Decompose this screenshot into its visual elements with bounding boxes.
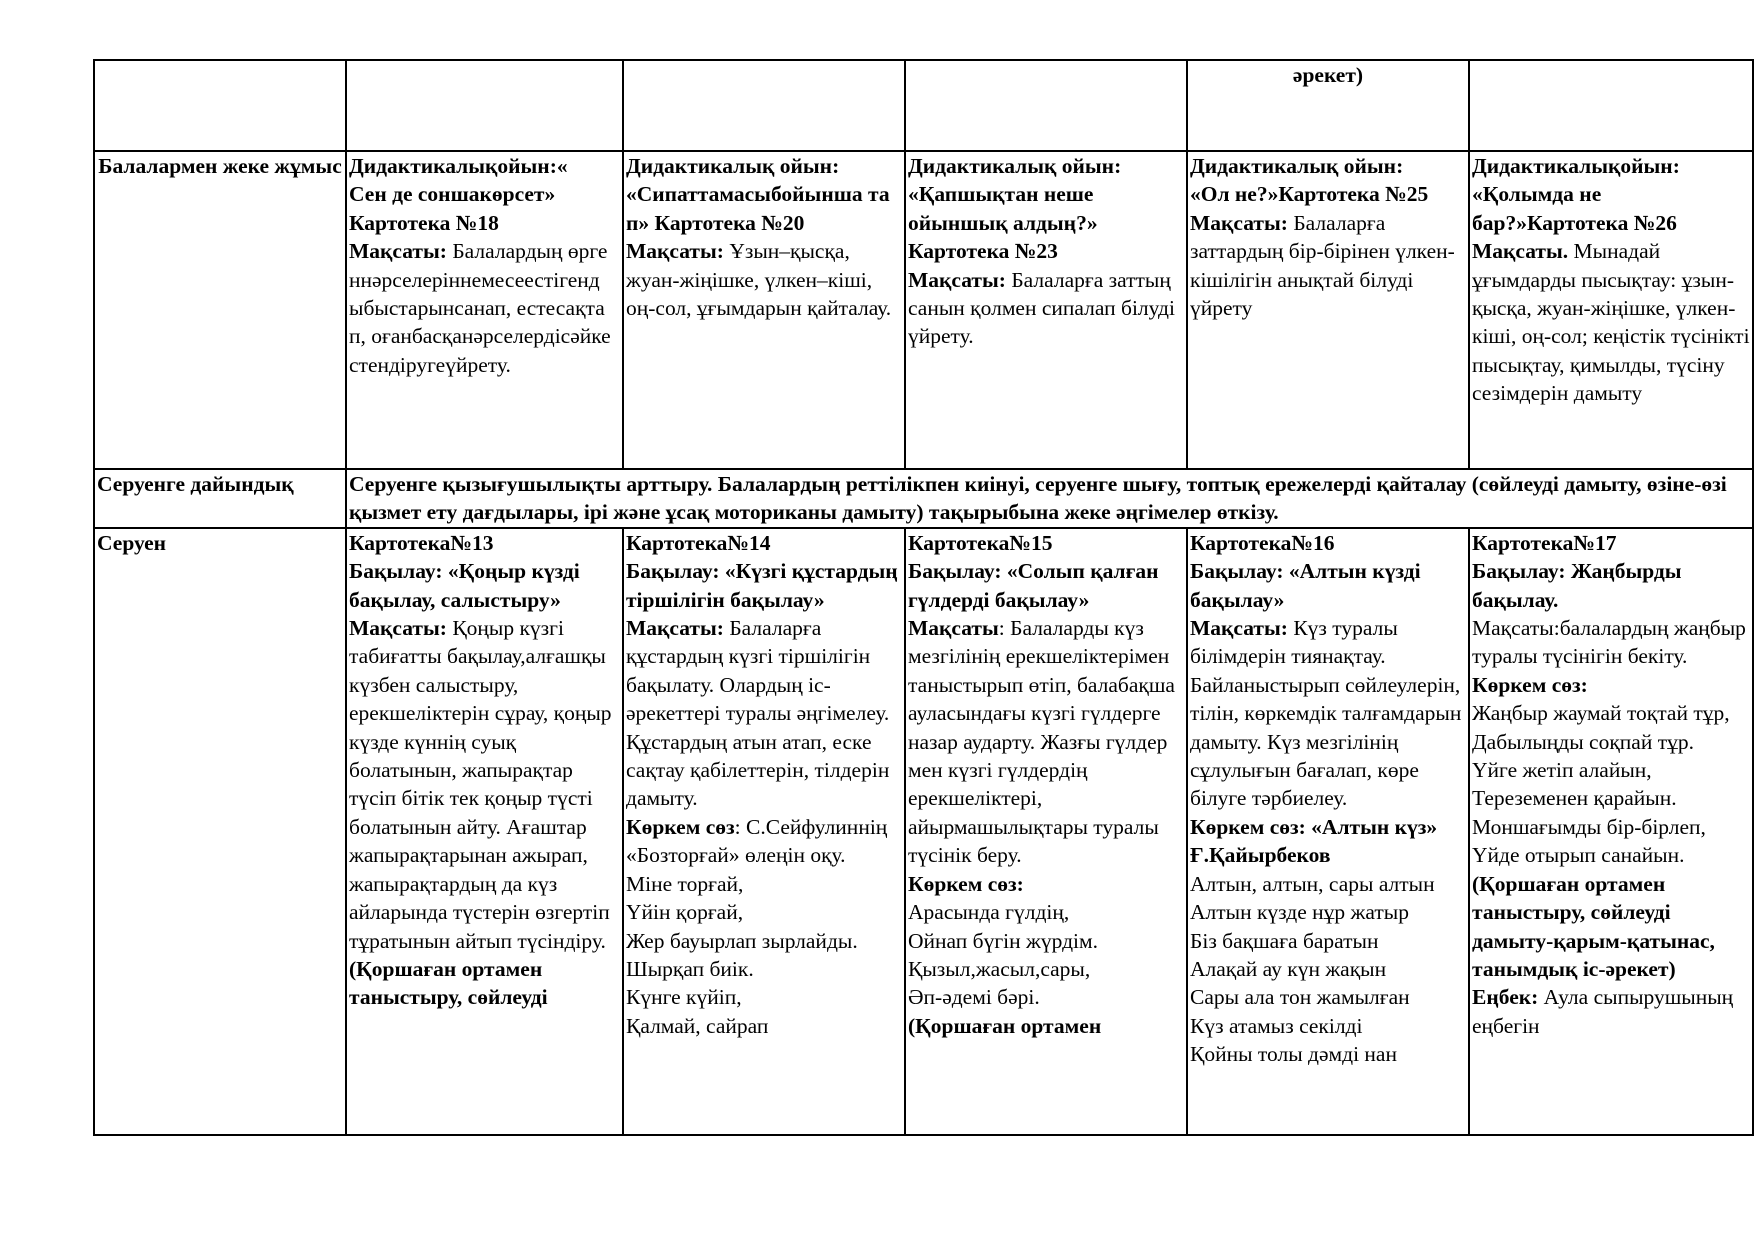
observation-title: Бақылау: Жаңбырды бақылау. (1472, 559, 1682, 612)
poem-line: Күз атамыз секілді (1190, 1013, 1363, 1038)
game-title-line: «Қапшықтан неше ойыншық алдың?» (908, 182, 1098, 235)
individual-work-cell (905, 151, 1187, 469)
art-word-label: Көркем сөз: (908, 871, 1024, 896)
poem-line: Алтын күзде нұр жатыр (1190, 900, 1409, 925)
poem-line: Үйін қорғай, (626, 900, 744, 925)
walk-prep-row (94, 469, 1753, 528)
poem-line: Моншағымды бір-бірлеп, (1472, 814, 1706, 839)
poem-line: Арасында гүлдің, (908, 900, 1070, 925)
cell-empty (94, 60, 346, 151)
plan-table (93, 59, 1754, 1136)
goal-label: Мақсаты: (908, 267, 1006, 292)
area-note: (Қоршаған ортамен (908, 1013, 1102, 1038)
individual-work-cell (623, 151, 905, 469)
art-word-label: Көркем сөз: «Алтын күз» Ғ.Қайырбеков (1190, 814, 1438, 868)
individual-work-row (94, 151, 1753, 469)
cell-empty (905, 60, 1187, 151)
poem-line: Алақай ау күн жақын (1190, 956, 1387, 981)
goal-label: Мақсаты: (349, 616, 447, 641)
game-title-line: Дидактикалық ойын: (1190, 154, 1404, 178)
row-label-walk: Серуен (94, 528, 346, 1135)
card-number: Картотека №18 (349, 210, 499, 235)
cell-empty (346, 60, 623, 151)
poem-line: Тереземенен қарайын. (1472, 786, 1677, 811)
goal-text: Ұзын–қысқа, жуан-жіңішке, үлкен–кіші, оң-сол, ұғымдарын қайталау. (626, 239, 892, 321)
individual-work-cell (1469, 151, 1753, 469)
observation-title: Бақылау: «Күзгі құстардың тіршілігін бақылау» (626, 559, 898, 612)
continuation-row (94, 60, 1753, 151)
goal-label: Мақсаты: (1190, 616, 1288, 641)
row-label-walk-prep: Серуенге дайындық (94, 469, 346, 528)
row-label-individual-work: Балалармен жеке жұмыс (94, 151, 346, 469)
poem-line: Қызыл,жасыл,сары, (908, 956, 1091, 981)
goal-label: Мақсаты: (626, 239, 724, 264)
goal-text: Балалардың өргеннәрселеріннемесеестігендыбыстарынсанап, естесақтап, оғанбасқанәрселердісәйкестендіругеүйрету. (349, 239, 611, 377)
poem-line: Сары ала тон жамылған (1190, 985, 1410, 1010)
area-note: (Қоршаған ортамен таныстыру, сөйлеуді (349, 956, 548, 1010)
card-number: Картотека№15 (908, 530, 1053, 555)
poem-line: Біз бақшаға баратын (1190, 928, 1379, 953)
individual-work-cell (1187, 151, 1469, 469)
card-number: Картотека№13 (349, 530, 494, 555)
poem-line: Жаңбыр жаумай тоқтай тұр, (1472, 701, 1730, 726)
card-number: Картотека№14 (626, 530, 771, 555)
game-title-line: «Сипаттамасыбойынша тап» Картотека №20 (626, 182, 890, 235)
poem-line: Ойнап бүгін жүрдім. (908, 928, 1099, 953)
game-title-line: «Ол не?»Картотека №25 (1190, 182, 1429, 207)
labor-label: Еңбек: (1472, 985, 1539, 1010)
poem-line: Алтын, алтын, сары алтын (1190, 871, 1435, 896)
goal-label: Мақсаты (908, 616, 999, 641)
labor-text: Аула сыпырушының еңбегін (1472, 985, 1734, 1038)
walk-cell (1187, 528, 1469, 1135)
poem-line: Қойны толы дәмді нан (1190, 1042, 1397, 1067)
game-title-line: «Қолымда не бар?»Картотека №26 (1472, 182, 1677, 235)
game-title-line: Дидактикалық ойын: (908, 154, 1122, 178)
goal-text: : Балаларды күз мезгілінің ерекшеліктерімен таныстырып өтіп, балабақша ауласындағы күзгі гүлдерге назар аударту. Жазғы гүлдер мен күзгі гүлдердің ерекшеліктері, айырмашылықтары туралы түсінік беру. (908, 616, 1175, 868)
art-word-intro: : С.Сейфулиннің «Бозторғай» өлеңін оқу. (626, 814, 888, 868)
goal-text: Балаларға құстардың күзгі тіршілігін бақылату. Олардың іс-әрекеттері туралы әңгімелеу. Құстардың атын атап, еске сақтау қабілеттерін, тілдерін дамыту. (626, 616, 890, 811)
observation-title: Бақылау: «Қоңыр күзді бақылау, салыстыру» (349, 559, 580, 612)
goal-label: Мақсаты. (1472, 239, 1569, 264)
cell-empty (1469, 60, 1753, 151)
card-number: Картотека№17 (1472, 530, 1617, 555)
poem-line: Қалмай, сайрап (626, 1013, 769, 1038)
poem-line: Міне торғай, (626, 871, 744, 896)
goal-text: Балаларға заттардың бір-бірінен үлкен-кішілігін анықтай білуді үйрету (1190, 210, 1455, 321)
goal-label: Мақсаты: (349, 239, 447, 264)
walk-row (94, 528, 1753, 1135)
game-title-line: Сен де соншакөрсет» (349, 182, 556, 207)
card-number: Картотека№16 (1190, 530, 1335, 555)
cell-continuation-text: әрекет) (1187, 60, 1469, 151)
walk-cell (623, 528, 905, 1135)
art-word-label: Көркем сөз: (1472, 672, 1588, 697)
poem-line: Күнге күйіп, (626, 985, 742, 1010)
walk-cell (905, 528, 1187, 1135)
poem-line: Үйде отырып санайын. (1472, 843, 1685, 868)
game-title-line: Дидактикалықойын: (1472, 154, 1680, 178)
observation-title: Бақылау: «Алтын күзді бақылау» (1190, 559, 1421, 612)
poem-line: Әп-әдемі бәрі. (908, 985, 1040, 1010)
poem-line: Дабылыңды соқпай тұр. (1472, 729, 1694, 754)
individual-work-cell (346, 151, 623, 469)
area-note: (Қоршаған ортамен таныстыру, сөйлеуді дамыту-қарым-қатынас, танымдық іс-әрекет) (1472, 871, 1715, 981)
goal-label: Мақсаты: (1190, 210, 1288, 235)
game-title-line: Дидактикалық ойын: (626, 154, 840, 178)
poem-line: Шырқап биік. (626, 956, 754, 981)
poem-line: Жер бауырлап зырлайды. (626, 928, 858, 953)
walk-cell (1469, 528, 1753, 1135)
cell-empty (623, 60, 905, 151)
goal-label: Мақсаты: (626, 616, 724, 641)
game-title-line: Дидактикалықойын:« (349, 154, 568, 178)
art-word-label: Көркем сөз (626, 814, 735, 839)
goal-text: Мақсаты:балалардың жаңбыр туралы түсінігін бекіту. (1472, 616, 1746, 669)
observation-title: Бақылау: «Солып қалған гүлдерді бақылау» (908, 559, 1159, 612)
walk-prep-text: Серуенге қызығушылықты арттыру. Балалардың реттілікпен киінуі, серуенге шығу, топтық ережелерді қайталау (сөйлеуді дамыту, өзіне-өзі қызмет ету дағдылары, ірі және ұсақ моториканы дамыту) тақырыбына жеке әңгімелер өткізу. (346, 469, 1753, 528)
card-number: Картотека №23 (908, 239, 1058, 264)
goal-text: Балаларға заттың санын қолмен сипалап білуді үйрету. (908, 267, 1175, 349)
goal-text: Қоңыр күзгі табиғатты бақылау,алғашқы күзбен салыстыру, ерекшеліктерін сұрау, қоңыр күзде күннің суық болатынын, жапырақтар түсіп бітік тек қоңыр түсті болатынын айту. Ағаштар жапырақтарынан ажырап, жапырақтардың да күз айларында түстерін өзгертіп тұратынын айтып түсіндіру. (349, 616, 612, 953)
poem-line: Үйге жетіп алайын, (1472, 758, 1652, 783)
goal-text: Мынадай ұғымдарды пысықтау: ұзын-қысқа, жуан-жіңішке, үлкен-кіші, оң-сол; кеңістік түсінікті пысықтау, қимылды, түсіну сезімдерін дамыту (1472, 239, 1750, 406)
goal-text: Күз туралы білімдерін тиянақтау. Байланыстырып сөйлеулерін, тілін, көркемдік талғамдарын дамыту. Күз мезгілінің сұлулығын бағалап, көре білуге тәрбиелеу. (1190, 616, 1462, 811)
walk-cell (346, 528, 623, 1135)
